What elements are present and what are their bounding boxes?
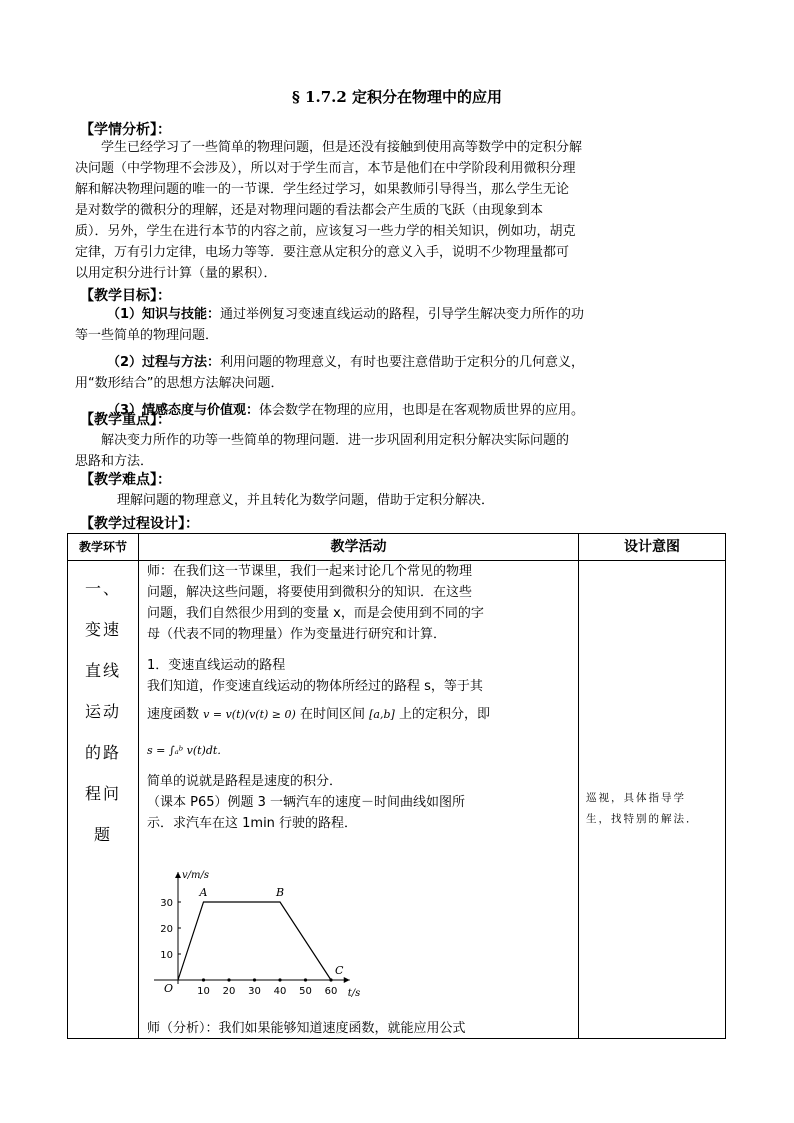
y-tick-label: 30 (160, 898, 173, 909)
activity-text: 速度函数 (147, 707, 200, 722)
math-velocity: v = v(t)(v(t) ≥ 0) (203, 708, 296, 721)
xueqing-line: 学生已经学习了一些简单的物理问题，但是还没有接触到使用高等数学中的定积分解 (101, 140, 583, 155)
x-tick-label: 50 (299, 986, 312, 997)
section-heading-zhongdian: 【教学重点】： (80, 412, 171, 428)
stage-text: 直线 (84, 661, 121, 680)
x-axis-arrow (344, 977, 350, 983)
zhongdian-paragraph (75, 430, 715, 472)
stage-cell (68, 568, 138, 855)
velocity-series-line (178, 902, 331, 980)
goal-item-2 (75, 352, 715, 373)
stage-text: 一、 (84, 579, 121, 598)
stage-text: 变速 (84, 620, 121, 639)
activity-line: 师：在我们这一节课里，我们一起来讨论几个常见的物理 (147, 564, 473, 579)
goal-item-1 (75, 304, 715, 325)
intent-line: 巡视，具体指导学 (586, 792, 686, 804)
section-heading-mubiao: 【教学目标】： (80, 288, 171, 304)
x-tick-dot (304, 978, 307, 981)
math-formula: s = ∫ₐᵇ v(t)dt． (147, 744, 229, 757)
activity-cell (147, 561, 571, 834)
stage-text: 程问 (84, 784, 121, 803)
xueqing-line: 定律，万有引力定律，电场力等等．要注意从定积分的意义入手，说明不少物理量都可 (75, 245, 570, 260)
goal-label: （2）过程与方法： (107, 355, 221, 370)
x-tick-dot (253, 978, 256, 981)
x-axis-label: t/s (347, 988, 361, 999)
table-divider (578, 534, 579, 1038)
activity-subheading: 1．变速直线运动的路程 (147, 658, 286, 673)
activity-text: 在时间区间 (299, 707, 365, 722)
section-heading-nandian: 【教学难点】： (80, 472, 171, 488)
intent-cell (586, 788, 722, 830)
activity-line: 师（分析）：我们如果能够知道速度函数，就能应用公式 (147, 1021, 466, 1036)
x-tick-label: 20 (222, 986, 236, 997)
goal-text: 体会数学在物理的应用，也即是在客观物质世界的应用。 (259, 403, 585, 418)
lesson-table (67, 533, 726, 1039)
x-tick-dot (202, 978, 205, 981)
goal-text: 利用问题的物理意义，有时也要注意借助于定积分的几何意义， (220, 355, 585, 370)
point-label-b: B (276, 886, 285, 899)
page-title: § 1.7.2 定积分在物理中的应用 (291, 88, 503, 106)
goal-label: （1）知识与技能： (107, 307, 221, 322)
zhongdian-line: 解决变力所作的功等一些简单的物理问题．进一步巩固利用定积分解决实际问题的 (101, 433, 570, 448)
y-tick-label: 20 (160, 924, 173, 935)
xueqing-line: 以用定积分进行计算（量的累积）． (75, 266, 277, 281)
section-heading-sheji: 【教学过程设计】： (80, 516, 199, 532)
mubiao-paragraph (75, 304, 715, 421)
goal-label: （3）情感态度与价值观： (107, 403, 260, 418)
nandian-paragraph (75, 490, 715, 511)
goal-text: 通过举例复习变速直线运动的路程，引导学生解决变力所作的功 (220, 307, 585, 322)
xueqing-paragraph (75, 137, 715, 284)
xueqing-line: 质）．另外，学生在进行本节的内容之前，应该复习一些力学的相关知识，例如功，胡克 (75, 224, 576, 239)
goal-item-1-cont: 等一些简单的物理问题． (75, 328, 219, 343)
x-tick-label: 10 (197, 986, 210, 997)
section-heading-xueqing: 【学情分析】： (80, 122, 171, 138)
activity-line: 我们知道，作变速直线运动的物体所经过的路程 s，等于其 (147, 679, 483, 694)
math-interval: [a,b] (369, 708, 395, 721)
activity-line: 问题，解决这些问题，将要使用到微积分的知识．在这些 (147, 585, 473, 600)
intent-line: 生，找特别的解法． (586, 813, 699, 825)
goal-item-3 (75, 400, 715, 421)
header-stage: 教学环节 (78, 540, 127, 554)
activity-line: 问题，我们自然很少用到的变量 x，而是会使用到不同的字 (147, 606, 484, 621)
activity-line: （课本 P65）例题 3 一辆汽车的速度－时间曲线如图所 (147, 795, 466, 810)
goal-item-2-cont: 用“数形结合”的思想方法解决问题． (75, 376, 284, 391)
point-label-a: A (199, 886, 208, 899)
activity-line: 示．求汽车在这 1min 行驶的路程． (147, 816, 358, 831)
x-tick-dot (227, 978, 230, 981)
header-activity: 教学活动 (330, 539, 387, 555)
y-tick-label: 10 (160, 950, 173, 961)
xueqing-line: 决问题（中学物理不会涉及），所以对于学生而言，本节是他们在中学阶段利用微积分理 (75, 161, 576, 176)
x-tick-dot (278, 978, 281, 981)
x-tick-label: 30 (248, 986, 261, 997)
point-label-c: C (335, 964, 344, 977)
table-divider (138, 534, 139, 1038)
stage-text: 的路 (84, 743, 121, 762)
header-intent: 设计意图 (624, 539, 680, 555)
zhongdian-line: 思路和方法． (75, 454, 154, 469)
velocity-time-chart (150, 864, 370, 1004)
nandian-line: 理解问题的物理意义，并且转化为数学问题，借助于定积分解决． (117, 493, 495, 508)
y-axis-label: v/m/s (182, 870, 210, 881)
x-tick-label: 40 (273, 986, 287, 997)
activity-line (147, 703, 571, 727)
activity-cell-bottom (147, 1018, 571, 1039)
stage-text: 运动 (84, 702, 121, 721)
activity-text: 上的定积分，即 (398, 707, 490, 722)
activity-line: 母（代表不同的物理量）作为变量进行研究和计算． (147, 627, 447, 642)
xueqing-line: 是对数学的微积分的理解，还是对物理问题的看法都会产生质的飞跃（由现象到本 (75, 203, 544, 218)
xueqing-line: 解和解决物理问题的唯一的一节课．学生经过学习，如果教师引导得当，那么学生无论 (75, 182, 570, 197)
point-label-o: O (164, 982, 174, 995)
stage-text: 题 (93, 825, 112, 844)
activity-line: 简单的说就是路程是速度的积分． (147, 774, 343, 789)
y-axis-arrow (175, 872, 181, 878)
x-tick-label: 60 (324, 986, 338, 997)
